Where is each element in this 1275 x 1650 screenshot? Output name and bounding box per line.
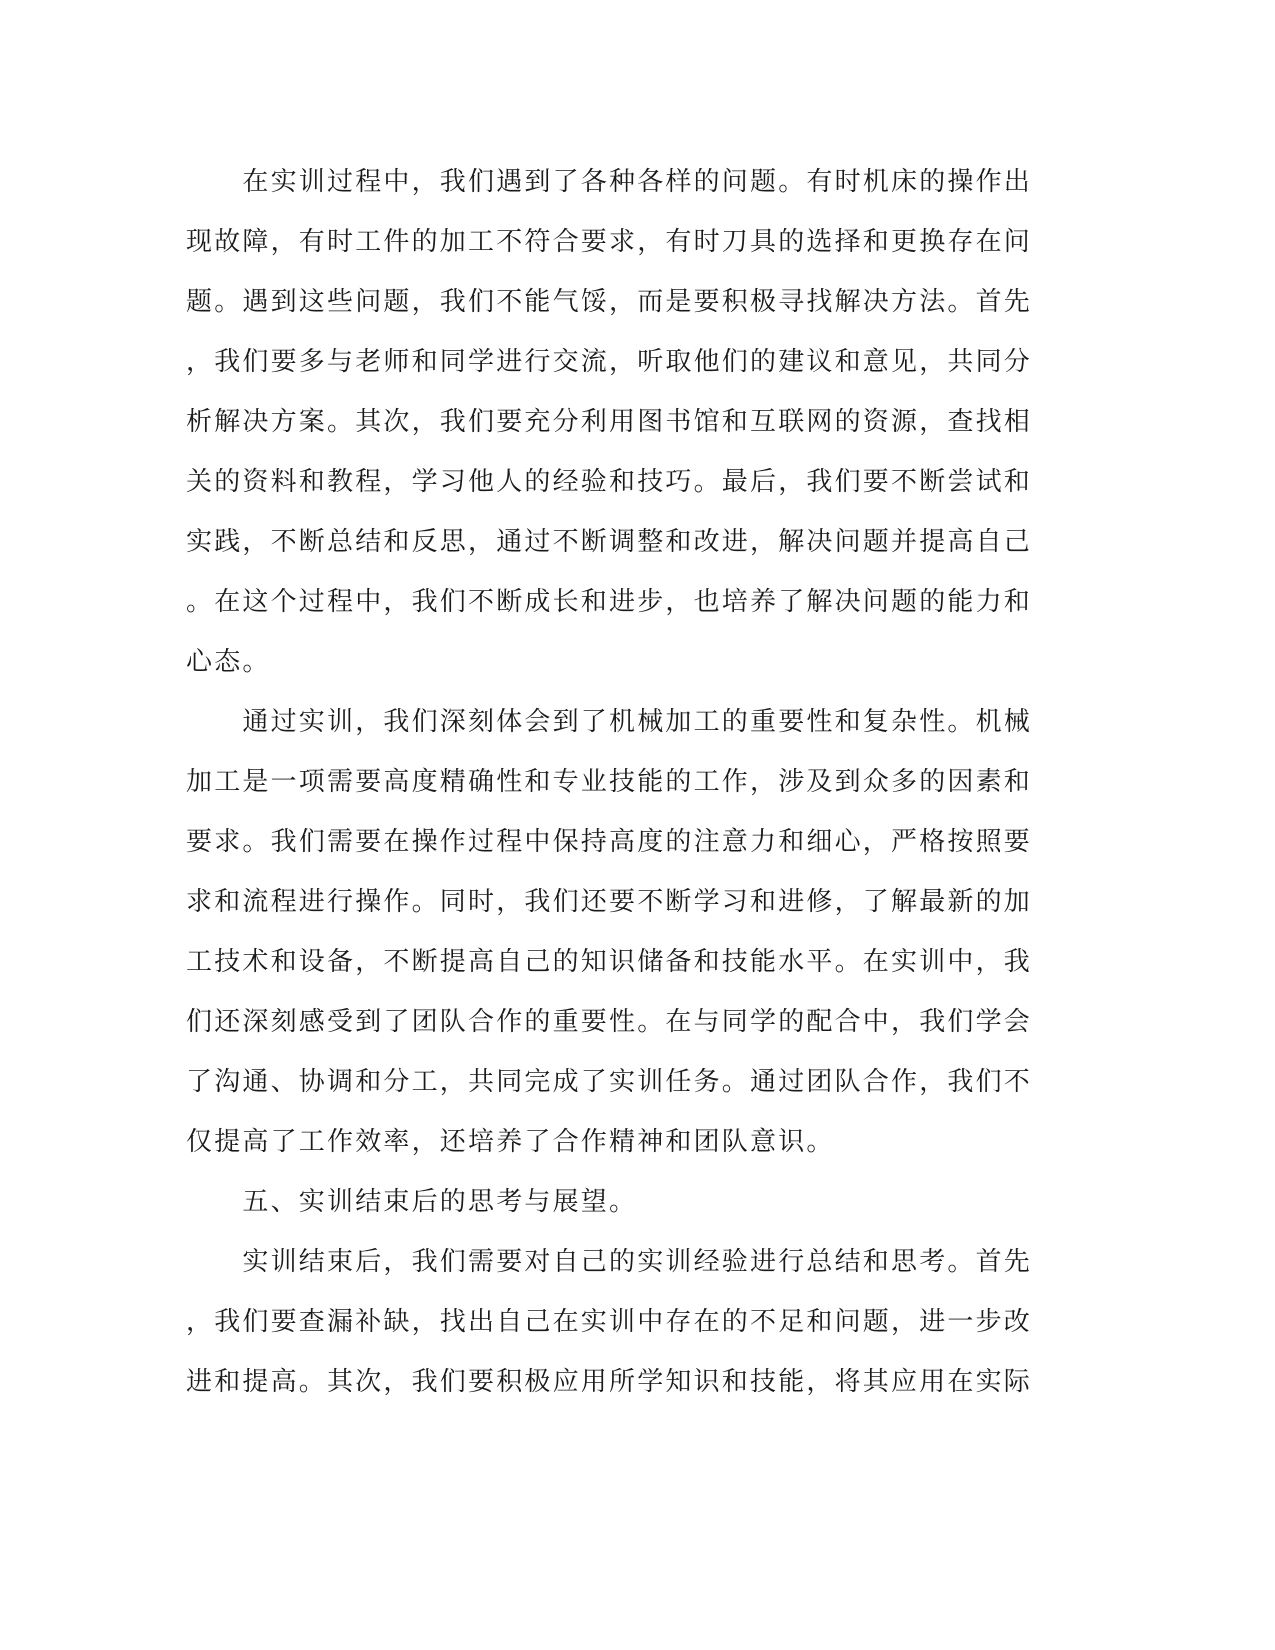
text-line: 们还深刻感受到了团队合作的重要性。在与同学的配合中，我们学会 [186, 1007, 1033, 1037]
text-line: 了沟通、协调和分工，共同完成了实训任务。通过团队合作，我们不 [186, 1067, 1033, 1097]
text-line: 析解决方案。其次，我们要充分利用图书馆和互联网的资源，查找相 [186, 407, 1033, 437]
section-heading: 五、实训结束后的思考与展望。 [186, 1187, 638, 1217]
text-line: 现故障，有时工件的加工不符合要求，有时刀具的选择和更换存在问 [186, 227, 1033, 257]
text-line: 通过实训，我们深刻体会到了机械加工的重要性和复杂性。机械 [186, 707, 1033, 737]
text-line: ，我们要查漏补缺，找出自己在实训中存在的不足和问题，进一步改 [186, 1307, 1033, 1337]
text-line: 心态。 [186, 647, 271, 677]
text-line: 实训结束后，我们需要对自己的实训经验进行总结和思考。首先 [186, 1247, 1033, 1277]
text-line: 。在这个过程中，我们不断成长和进步，也培养了解决问题的能力和 [186, 587, 1033, 617]
text-line: 进和提高。其次，我们要积极应用所学知识和技能，将其应用在实际 [186, 1367, 1033, 1397]
text-line: 题。遇到这些问题，我们不能气馁，而是要积极寻找解决方法。首先 [186, 287, 1033, 317]
text-line: 求和流程进行操作。同时，我们还要不断学习和进修，了解最新的加 [186, 887, 1033, 917]
text-line: 在实训过程中，我们遇到了各种各样的问题。有时机床的操作出 [186, 167, 1033, 197]
text-line: ，我们要多与老师和同学进行交流，听取他们的建议和意见，共同分 [186, 347, 1033, 377]
text-line: 仅提高了工作效率，还培养了合作精神和团队意识。 [186, 1127, 835, 1157]
text-line: 要求。我们需要在操作过程中保持高度的注意力和细心，严格按照要 [186, 827, 1033, 857]
text-line: 工技术和设备，不断提高自己的知识储备和技能水平。在实训中，我 [186, 947, 1033, 977]
text-line: 加工是一项需要高度精确性和专业技能的工作，涉及到众多的因素和 [186, 767, 1033, 797]
text-line: 实践，不断总结和反思，通过不断调整和改进，解决问题并提高自己 [186, 527, 1033, 557]
text-line: 关的资料和教程，学习他人的经验和技巧。最后，我们要不断尝试和 [186, 467, 1033, 497]
